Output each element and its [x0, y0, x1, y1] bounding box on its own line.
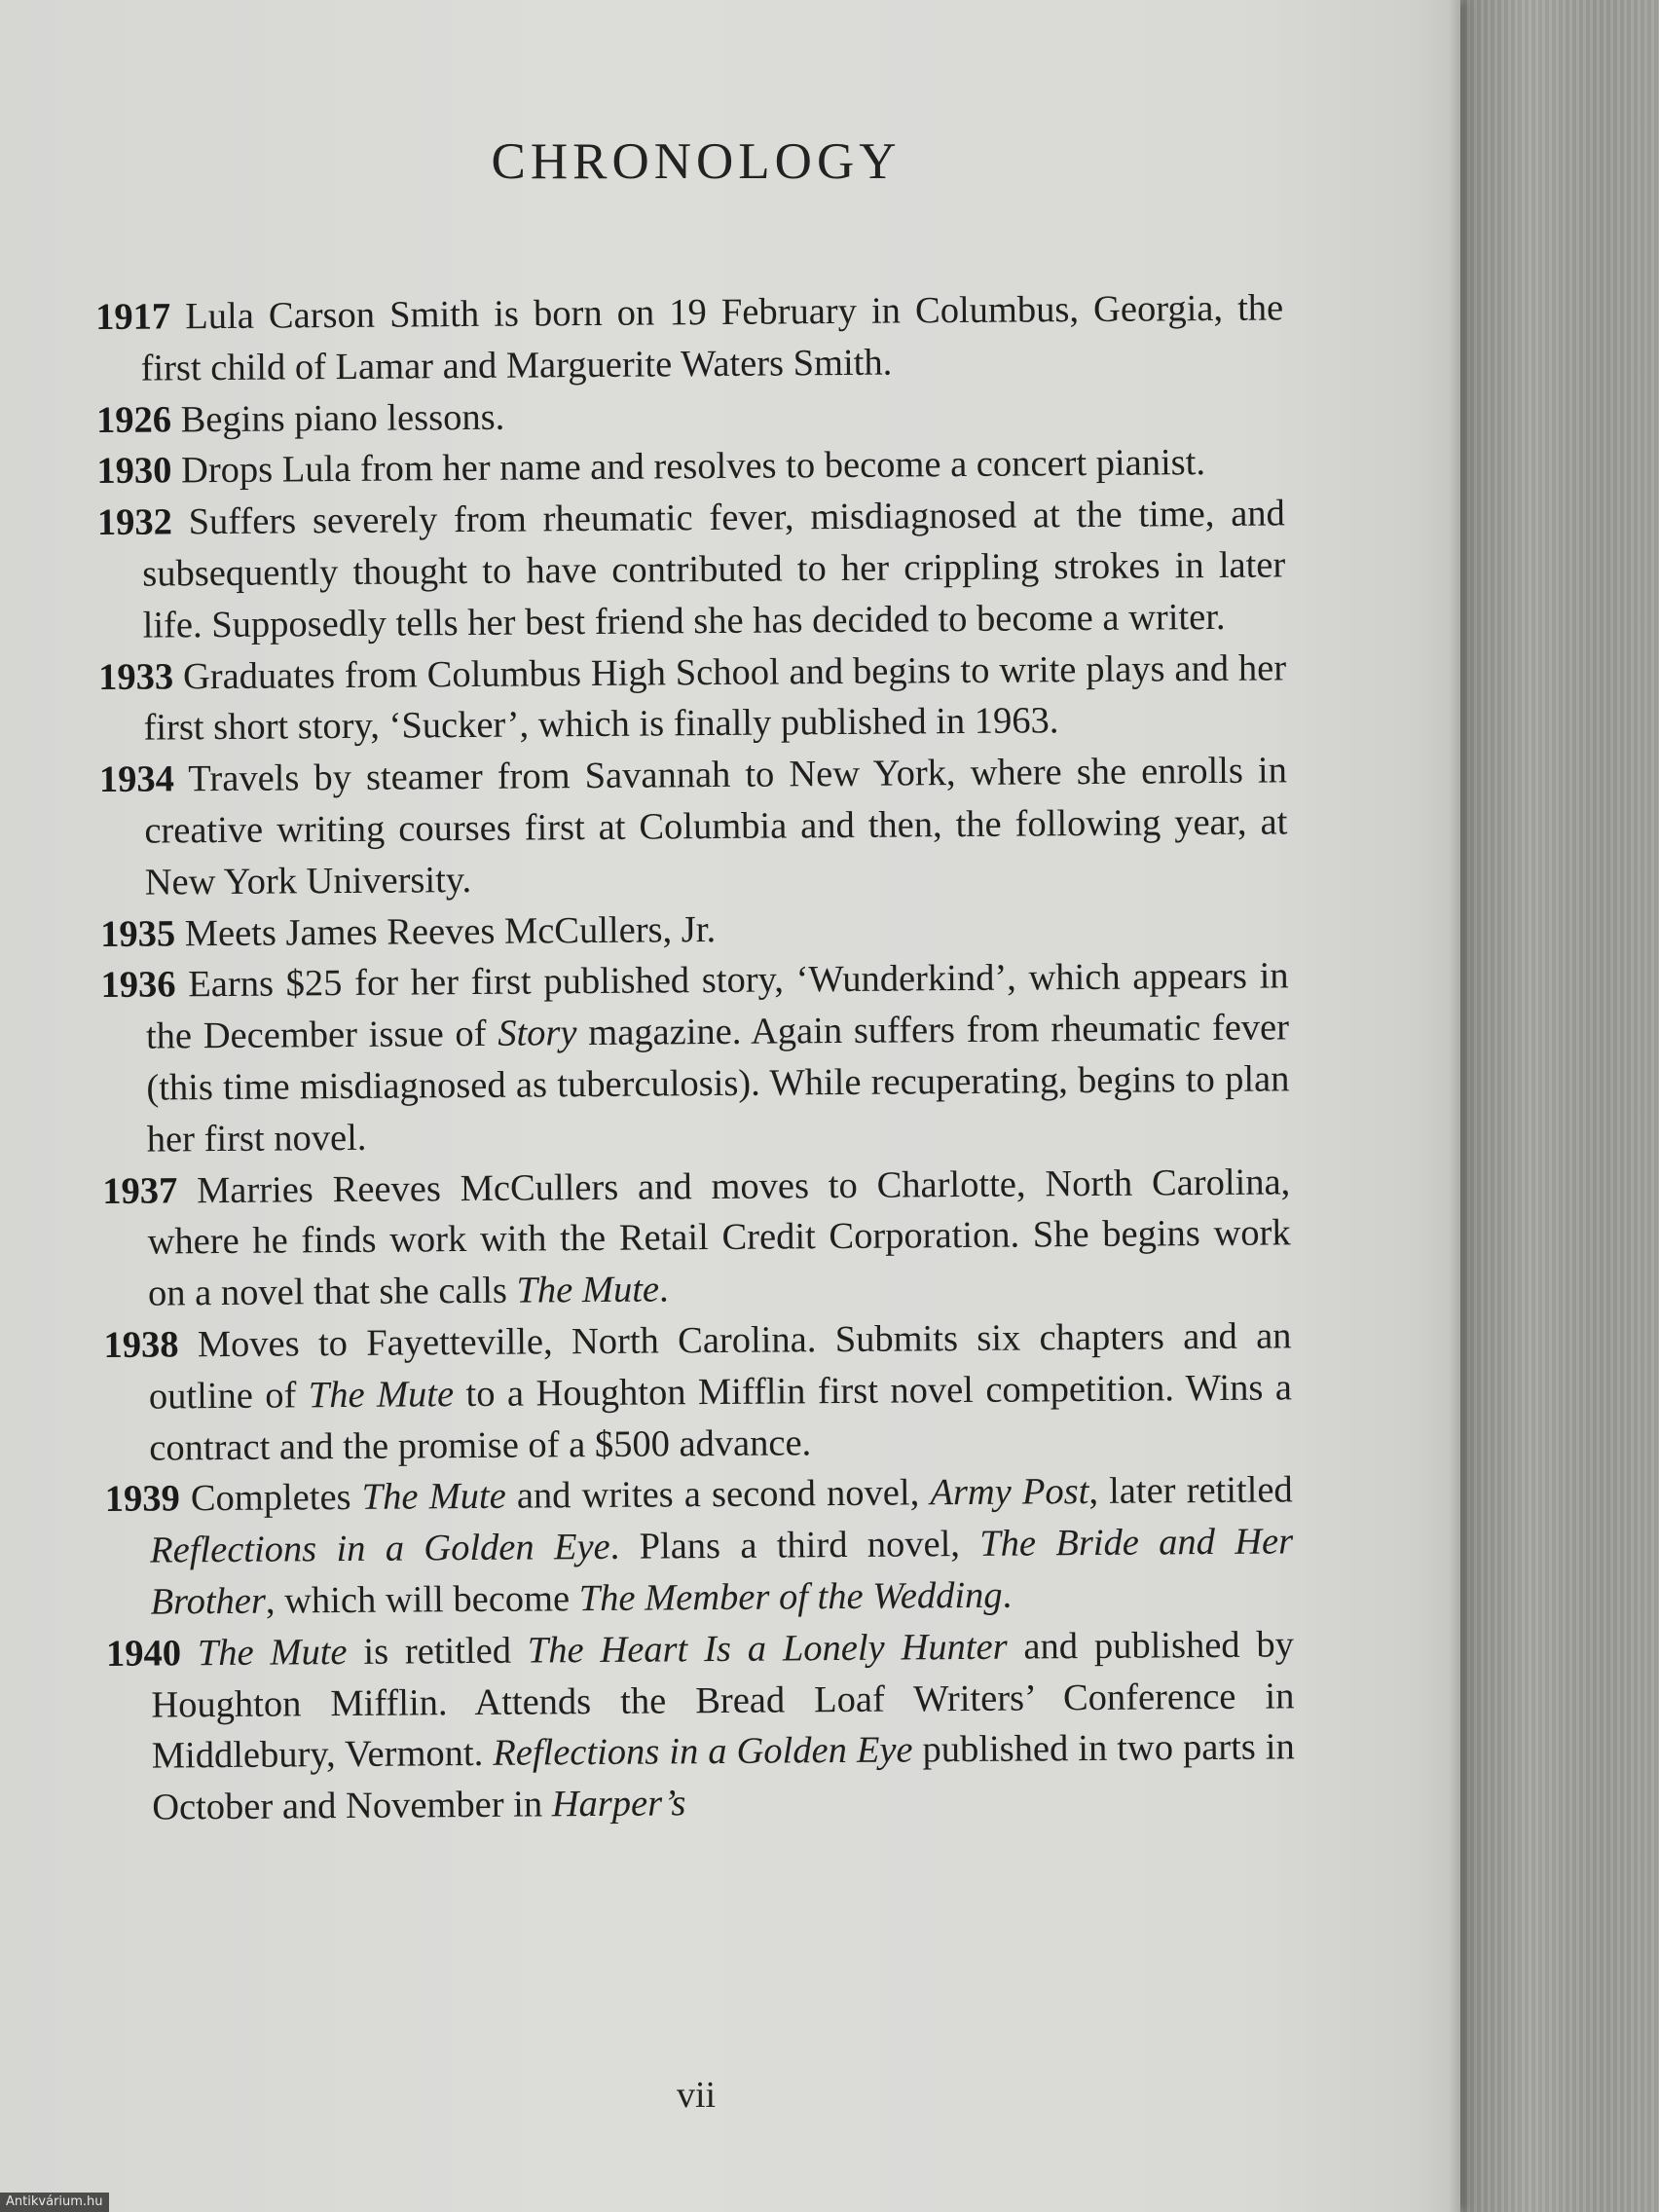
chronology-entry — [96, 386, 1284, 446]
entry-year: 1933 — [97, 655, 174, 698]
entry-title-italic: The Member of the Wedding — [578, 1574, 1003, 1620]
entry-text: . — [1002, 1574, 1013, 1616]
entry-text: Completes — [190, 1477, 362, 1520]
chronology-entry — [98, 643, 1287, 755]
entry-title-italic: Reflections in a Golden Eye — [493, 1729, 913, 1775]
source-watermark: Antikvárium.hu — [0, 2193, 109, 2212]
entry-title-italic: The Heart Is a Lonely Hunter — [527, 1626, 1008, 1672]
chronology-entry — [106, 1619, 1296, 1834]
chronology-entry — [100, 951, 1290, 1166]
entry-text: . — [658, 1269, 669, 1310]
chronology-entry — [102, 1157, 1291, 1320]
entry-text: Suffers severely from rheumatic fever, misdiagnosed at the time, and subsequently thought to have contributed to her crippling strokes in later life. Supposedly tells her best friend she has decided to become a writer. — [142, 493, 1286, 646]
entry-title-italic: Story — [498, 1013, 577, 1054]
entry-year: 1917 — [95, 296, 171, 338]
chronology-entry — [97, 489, 1286, 652]
entry-title-italic: Harper’s — [551, 1783, 686, 1825]
entry-text: . Plans a third novel, — [609, 1524, 980, 1568]
entry-text: to a Houghton Mifflin first novel competition. Wins a contract and the promise of a $500 advance. — [149, 1367, 1293, 1469]
entry-title-italic: The Mute — [308, 1373, 455, 1417]
entry-text: Marries Reeves McCullers and moves to Charlotte, North Carolina, where he finds work with the Retail Credit Corporation. She begins work on a novel that she calls — [147, 1161, 1291, 1314]
entry-text: Graduates from Columbus High School and begins to write plays and her first short story, ‘Sucker’, which is finally published in 1963. — [143, 646, 1287, 749]
entry-year: 1939 — [104, 1478, 180, 1521]
page-edge-shadow — [1449, 0, 1460, 2212]
entry-text: Meets James Reeves McCullers, Jr. — [184, 908, 717, 954]
chronology-entry — [100, 900, 1288, 960]
entry-text: Travels by steamer from Savannah to New York, where she enrolls in creative writing courses first at Columbia and then, the following year, at New York University. — [144, 750, 1288, 903]
entry-title-italic: Reflections in a Golden Eye — [149, 1527, 610, 1571]
entry-year: 1934 — [98, 758, 175, 801]
entry-text: , which will become — [265, 1578, 579, 1622]
page-heading: CHRONOLOGY — [491, 133, 902, 190]
chronology-entry — [103, 1310, 1292, 1474]
entry-year: 1940 — [105, 1633, 182, 1675]
entry-text: Earns $25 for her first published story, ‘Wunderkind’, which appears in the December issue of — [145, 955, 1289, 1057]
entry-text: magazine. Again suffers from rheumatic fever (this time misdiagnosed as tuberculosis). While recuperating, begins to plan her first novel. — [146, 1007, 1290, 1161]
entry-year: 1936 — [100, 964, 176, 1007]
entry-year: 1926 — [95, 398, 172, 441]
entry-title-italic: Army Post — [930, 1471, 1089, 1514]
page-number: vii — [676, 2075, 717, 2116]
entry-text: Moves to Fayetteville, North Carolina. Submits six chapters and an outline of — [148, 1315, 1292, 1418]
entry-text: Begins piano lessons. — [180, 396, 505, 440]
entry-text: , later retitled — [1088, 1469, 1293, 1513]
entry-text: published in two parts in October and November in — [152, 1726, 1295, 1828]
entry-title-italic: The Mute — [361, 1476, 506, 1519]
entry-year: 1932 — [96, 501, 173, 544]
entry-year: 1937 — [102, 1169, 178, 1212]
entry-year: 1935 — [100, 912, 176, 955]
wooden-surface — [1460, 0, 1659, 2212]
entry-text: and writes a second novel, — [505, 1472, 931, 1518]
entry-title-italic: The Bride and Her Brother — [150, 1521, 1294, 1623]
entry-text: Lula Carson Smith is born on 19 February in Columbus, Georgia, the first child of Lamar and Marguerite Waters Smith. — [140, 287, 1284, 389]
entry-text: and published by Houghton Mifflin. Attends the Bread Loaf Writers’ Conference in Middlebury, Vermont. — [151, 1624, 1295, 1777]
entry-title-italic: The Mute — [197, 1631, 348, 1674]
entry-year: 1938 — [103, 1324, 179, 1366]
chronology-entry — [95, 282, 1284, 394]
entry-year: 1930 — [96, 450, 172, 493]
chronology-list — [95, 282, 1295, 1833]
chronology-entry — [105, 1465, 1294, 1629]
entry-title-italic: The Mute — [516, 1269, 660, 1311]
entry-text: Drops Lula from her name and resolves to become a concert pianist. — [180, 442, 1206, 492]
chronology-entry — [96, 437, 1284, 498]
chronology-entry — [99, 746, 1288, 909]
entry-text: is retitled — [347, 1630, 528, 1673]
